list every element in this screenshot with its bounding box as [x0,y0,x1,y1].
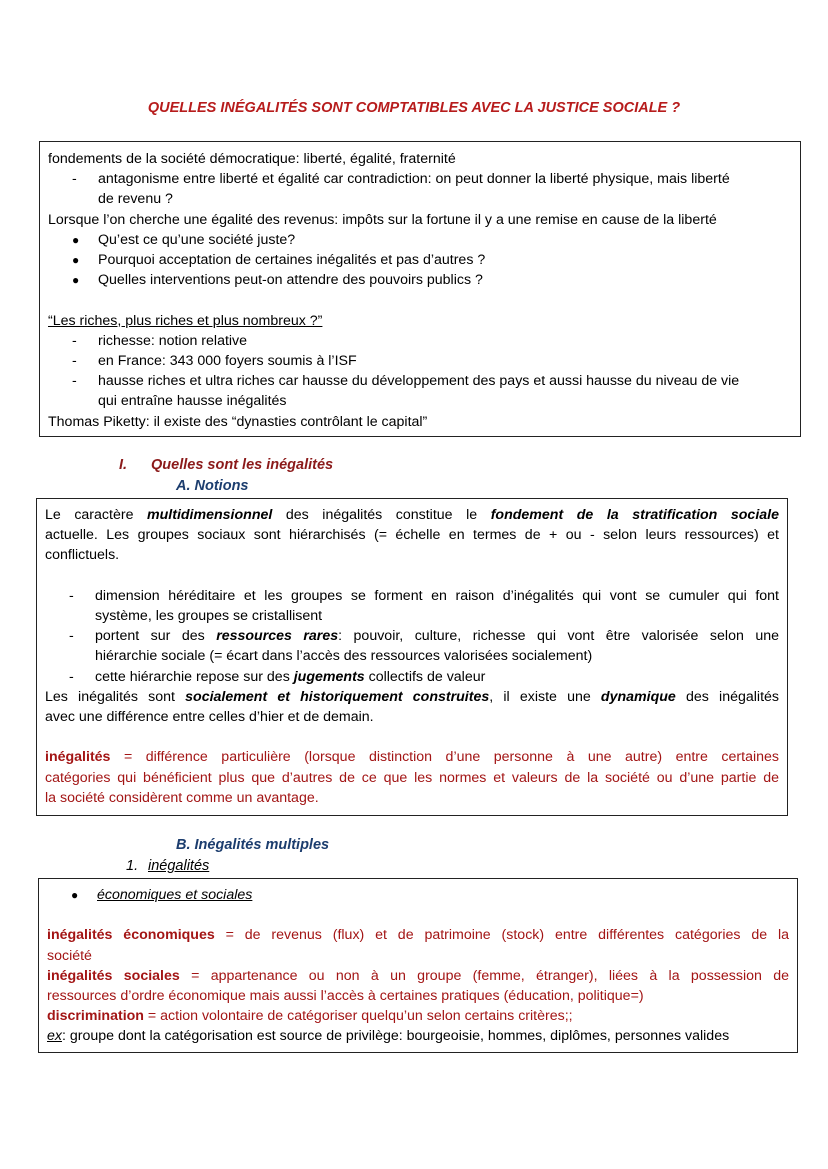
paragraph-line: Les inégalités sont socialement et historiquement construites, il existe une dynamique des inégalités [45,688,779,705]
paragraph-line: avec une différence entre celles d’hier et de demain. [45,709,374,726]
definition-line: la société considèrent comme un avantage. [45,789,319,806]
list-item-text: de revenu ? [98,191,173,208]
bullet-icon: ● [72,273,80,288]
dash-marker: - [72,171,77,188]
intro-box [39,141,801,437]
list-item-text: Pourquoi acceptation de certaines inégalités et pas d’autres ? [98,252,486,269]
section-number: 1. [126,858,139,874]
quote-title: “Les riches, plus riches et plus nombreux ?” [48,312,323,329]
list-item-text: antagonisme entre liberté et égalité car contradiction: on peut donner la liberté physique, mais liberté [98,171,730,188]
list-item-text: dimension héréditaire et les groupes se forment en raison d’inégalités qui vont se cumuler qui font [95,587,779,604]
section-label: inégalités [148,858,210,874]
list-item-text: en France: 343 000 foyers soumis à l’ISF [98,353,357,370]
list-item [45,586,779,626]
definition-line: inégalités économiques = de revenus (flux) et de patrimoine (stock) entre différentes catégories de la [47,927,789,944]
list-item [48,169,792,209]
section-number: I. [119,457,128,473]
bullet-icon: ● [72,232,80,247]
list-item [48,351,792,371]
intro-line: Thomas Piketty: il existe des “dynasties contrôlant le capital” [48,413,428,430]
multi-inequalities-box [38,878,798,1053]
list-item [47,885,789,905]
page-title: QUELLES INÉGALITÉS SONT COMPTATIBLES AVEC LA JUSTICE SOCIALE ? [147,100,681,116]
intro-line: Lorsque l’on cherche une égalité des revenus: impôts sur la fortune il y a une remise en cause de la liberté [48,211,717,228]
definition-line: société [47,947,92,964]
bullet-icon: ● [71,888,79,902]
list-item [45,667,779,687]
list-item [48,250,792,270]
definition-line: discrimination = action volontaire de catégoriser quelqu’un selon certains critères;; [47,1008,573,1025]
dash-marker: - [69,628,74,645]
list-item [48,270,792,290]
list-item-text: portent sur des ressources rares: pouvoir, culture, richesse qui vont être valorisée selon une [95,628,779,645]
section-label: Quelles sont les inégalités [151,457,334,473]
paragraph-line: Le caractère multidimensionnel des inégalités constitue le fondement de la stratification sociale [45,507,779,523]
list-item-text: économiques et sociales [97,887,253,903]
definition-line: ressources d’ordre économique mais aussi l’accès à certaines pratiques (éducation, politique=) [47,988,644,1004]
list-item [48,371,792,411]
section-heading-1 [126,858,209,874]
list-item-text: cette hiérarchie repose sur des jugements collectifs de valeur [95,668,486,685]
dash-marker: - [72,332,77,349]
dash-marker: - [72,373,77,390]
bullet-icon: ● [72,253,80,268]
section-heading-A: A. Notions [176,478,249,494]
list-item-text: système, les groupes se cristallisent [95,608,323,624]
section-heading-I [119,457,333,473]
list-item-text: Quelles interventions peut-on attendre des pouvoirs publics ? [98,272,483,289]
dash-marker: - [72,353,77,370]
paragraph-line: actuelle. Les groupes sociaux sont hiérarchisés (= échelle en termes de + ou - selon leurs ressources) et [45,527,779,544]
list-item-text: richesse: notion relative [98,332,248,349]
definition-line: inégalités = différence particulière (lorsque distinction d’une personne à une autre) entre certaines [45,749,779,766]
list-item-text: hiérarchie sociale (= écart dans l’accès des ressources valorisées socialement) [95,648,593,665]
definition-line: inégalités sociales = appartenance ou non à un groupe (femme, étranger), liées à la possession de [47,967,789,984]
intro-line: fondements de la société démocratique: liberté, égalité, fraternité [48,151,456,167]
list-item-text: hausse riches et ultra riches car hausse du développement des pays et aussi hausse du niveau de vie [98,373,740,390]
list-item [45,626,779,666]
dash-marker: - [69,587,74,604]
paragraph-line: conflictuels. [45,547,120,564]
list-item-text: Qu’est ce qu’une société juste? [98,231,296,248]
section-heading-B: B. Inégalités multiples [176,837,330,853]
list-item-text: qui entraîne hausse inégalités [98,393,287,410]
dash-marker: - [69,668,74,685]
list-item [48,230,792,250]
example-line: ex: groupe dont la catégorisation est source de privilège: bourgeoisie, hommes, diplômes, personnes valides [47,1028,730,1045]
definition-line: catégories qui bénéficient plus que d’autres de ce que les normes et valeurs de la société ou d’une partie de [45,769,779,786]
list-item [48,331,792,351]
notions-box [36,498,788,816]
